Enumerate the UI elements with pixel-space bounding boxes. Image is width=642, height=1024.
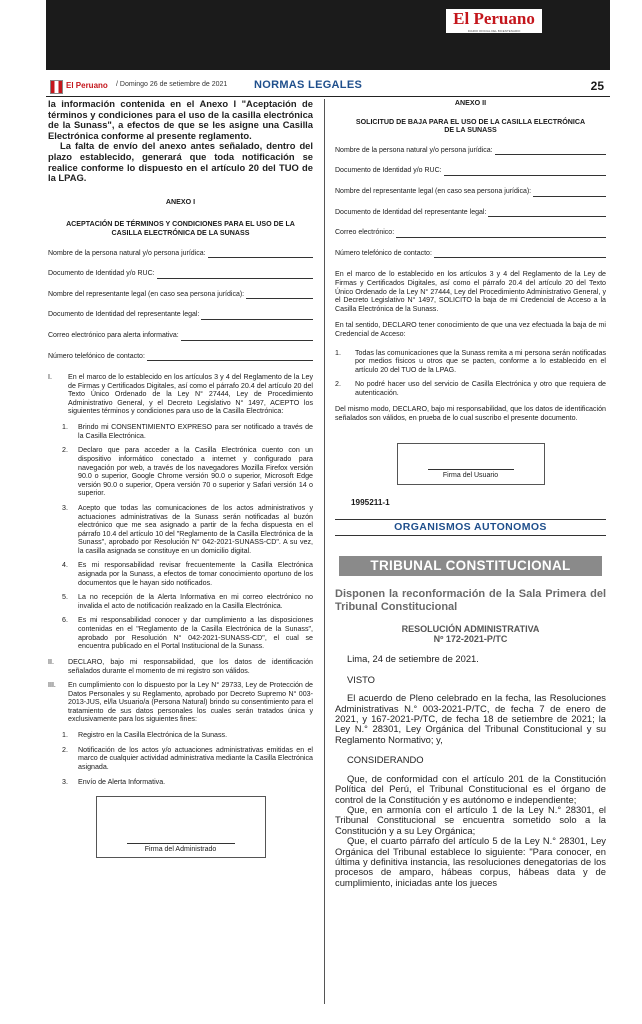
list-item: 1. Registro en la Casilla Electrónica de la Sunass. [62,731,228,740]
header-section: NORMAS LEGALES [254,79,363,91]
list-item: 5. La no recepción de la Alerta Informativa en mi correo electrónico no invalida el acto de notificación realizado en la Casilla Electrónica. [62,593,313,610]
list-item: 4. Es mi responsabilidad revisar frecuentemente la Casilla Electrónica asignada por la Sunass, a efectos de tomar conocimiento oportuno de los documentos que le hayan sido notificados. [62,561,313,587]
list-item: I. En el marco de lo establecido en los artículos 3 y 4 del Reglamento de la Ley de Firmas y Certificados Digitales, así como el párrafo 20.4 del artículo 20 del Texto Único Ordenado de la Ley N° 27444, Ley de Procedimiento Administrativo General, y el Decreto Legislativo N° 1497, ACEPTO los siguientes términos y condiciones para uso de la Casilla Electrónica: [48,373,313,416]
blank-line [157,271,313,279]
list-item: 1. Brindo mi CONSENTIMIENTO EXPRESO para ser notificado a través de la Casilla Electrónica. [62,423,313,440]
resolution-title: RESOLUCIÓN ADMINISTRATIVA [401,624,540,635]
article-body [335,654,606,888]
header-date: / Domingo 26 de setiembre de 2021 [116,81,228,88]
signature-box [96,796,266,858]
page-number: 25 [590,79,604,93]
form-field: Correo electrónico: [335,229,606,238]
page-header [46,78,610,97]
logo-tagline: DIARIO OFICIAL DEL BICENTENARIO [467,29,521,33]
blank-line [208,250,313,258]
annex-subtitle: SOLICITUD DE BAJA PARA EL USO DE LA CASILLA ELECTRÓNICA DE LA SUNASS [355,117,586,135]
annex-title: ANEXO I [165,197,196,206]
form-field: Documento de Identidad del representante legal: [335,209,606,218]
terms-list [48,658,313,724]
blank-line [488,209,606,217]
form-fields [335,147,606,259]
list-item: 6. Es mi responsabilidad conocer y dar cumplimiento a las disposiciones contenidas en el "Reglamento de la Casilla Electrónica de la Sunass", aprobado por Resolución N° 042-2021-SUNASS-CD", el cual se encuentra publicado en el Portal Institucional de la Sunass. [62,616,313,651]
list-item: 3. Acepto que todas las comunicaciones de los actos administrativos y actuaciones administrativas de la Sunass serán notificadas al buzón electrónico que me sea asignado a partir de la fecha dispuesta en el párrafo 10.4 del artículo 10 del "Reglamento de la Casilla Electrónica de la Sunass", aprobado por Resolución N° 042-2021-SUNASS-CD". A su vez, la casilla asignada se constituye en un domicilio digital. [62,503,313,555]
blank-line [201,312,313,320]
form-field: Nombre de la persona natural y/o persona jurídica: [48,250,313,259]
form-field: Documento de Identidad del representante legal: [48,311,313,320]
blank-line [434,250,606,258]
intro-paragraph: la información contenida en el Anexo I "Aceptación de términos y condiciones para el uso de la casilla electrónica de la Sunass", a efectos de que se les asigne una Casilla Electrónica conforme al presente reglamento. [48,98,313,141]
list-item: 2. No podré hacer uso del servicio de Casilla Electrónica y otro que requiera de autenticación. [335,380,606,397]
form-field: Nombre del representante legal (en caso sea persona jurídica): [335,188,606,197]
list-item: 2. Declaro que para acceder a la Casilla Electrónica cuento con un dispositivo informático conectado a internet y configurado para navegación por web, a través de los navegadores Mozilla Firefox versión 90.0 o superior, Google Chrome versión 90.0 o superior, Microsoft Edge versión 90.0 o superior, Opera versión 70 o superior y Safari versión 14 o superior. [62,446,313,498]
newspaper-logo [446,9,542,33]
blank-line [147,353,313,361]
form-field: Número telefónico de contacto: [335,250,606,259]
body-paragraph: El acuerdo de Pleno celebrado en la fecha, las Resoluciones Administrativas N.° 003-2021-P/TC, de fecha 7 de enero de 2021, y 167-2021-P/TC, de fecha 18 de setiembre de 2021; la Ley N.° 28301, Ley Orgánica del Tribunal Constitucional y su Reglamento Normativo; y, [335,692,606,745]
annex-subtitle: ACEPTACIÓN DE TÉRMINOS Y CONDICIONES PARA EL USO DE LA CASILLA ELECTRÓNICA DE LA SUNASS [66,220,295,237]
terms-sublist [48,423,313,651]
right-column [335,99,606,888]
article-headline: Disponen la reconformación de la Sala Primera del Tribunal Constitucional [335,588,606,614]
column-divider [324,99,325,1004]
body-paragraph: Del mismo modo, DECLARO, bajo mi responsabilidad, que los datos de identificación señalados son válidos, en prueba de lo cual suscribo el presente documento. [335,405,606,423]
masthead-band [46,0,610,70]
section-heading: CONSIDERANDO [347,754,424,766]
list-item: 2. Notificación de los actos y/o actuaciones administrativas emitidas en el marco de cualquier actividad administrativa mediante la Casilla Electrónica asignada. [62,745,313,771]
intro-paragraph: La falta de envío del anexo antes señalado, dentro del plazo establecido, generará que toda notificación se realice conforme lo dispuesto en el artículo 20 del TUO de la LPAG. [48,140,313,184]
resolution-number: Nº 172-2021-P/TC [433,634,508,645]
blank-line [533,189,606,197]
blank-line [246,291,313,299]
body-paragraph: En tal sentido, DECLARO tener conocimiento de que una vez efectuada la baja de mi Credencial de Acceso: [335,321,606,338]
form-field: Nombre del representante legal (en caso sea persona jurídica): [48,291,313,300]
form-field: Documento de Identidad y/o RUC: [48,270,313,279]
coat-of-arms-icon [50,80,63,94]
body-paragraph: En el marco de lo establecido en los artículos 3 y 4 del Reglamento de la Ley de Firmas y Certificados Digitales, así como el párrafo 20.4 del artículo 20 del Texto Único Ordenado de la Ley N° 27444, Ley del Procedimiento Administrativo General, y el Decreto Legislativo N° 1497, SOLICITO la baja de mi Credencial de Acceso a la Casilla Electrónica de la Sunass. [335,270,606,313]
section-banner: ORGANISMOS AUTONOMOS [335,519,606,536]
signature-box [397,443,545,485]
list-item: 3. Envío de Alerta Informativa. [62,777,166,786]
form-field: Correo electrónico para alerta informativa: [48,332,313,341]
body-paragraph: Que, en armonía con el artículo 1 de la Ley N.° 28301, el Tribunal Constitucional se encuentra sometido solo a la Constitución y a su Ley Orgánica; [335,803,606,836]
signature-caption: Firma del Usuario [428,469,514,481]
date-line: Lima, 24 de setiembre de 2021. [347,653,479,665]
section-heading: VISTO [347,673,375,685]
declaration-list [335,349,606,398]
blank-line [495,147,606,155]
form-field: Nombre de la persona natural y/o persona jurídica: [335,147,606,156]
header-publication: El Peruano [66,81,108,90]
newspaper-page [46,0,610,1012]
blank-line [396,230,606,238]
signature-caption: Firma del Administrado [127,843,235,855]
institution-banner: TRIBUNAL CONSTITUCIONAL [339,556,602,577]
list-item: 1. Todas las comunicaciones que la Sunass remita a mi persona serán notificadas por medios físicos u otros que se pacten, conforme a lo establecido en el artículo 20 del TUO de la LPAG. [335,348,606,374]
document-code: 1995211-1 [351,497,390,507]
blank-line [444,168,606,176]
blank-line [181,333,313,341]
form-field: Documento de Identidad y/o RUC: [335,167,606,176]
annex-title: ANEXO II [454,99,487,107]
form-field: Número telefónico de contacto: [48,353,313,362]
purposes-list [48,731,313,786]
form-fields [48,250,313,362]
list-item: II. DECLARO, bajo mi responsabilidad, que los datos de identificación señalados durante el momento de mi registro son válidos. [48,657,313,675]
body-paragraph: Que, el cuarto párrafo del artículo 5 de la Ley N.° 28301, Ley Orgánica del Tribunal establece lo siguiente: "Para conocer, en última y definitiva instancia, las resoluciones denegatorias de los procesos de amparo, hábeas corpus, hábeas data y de cumplimiento, iniciadas ante los jueces [335,835,606,888]
terms-list [48,373,313,416]
body-paragraph: Que, de conformidad con el artículo 201 de la Constitución Política del Perú, el Tribunal Constitucional es el órgano de control de la Constitución y es autónomo e independiente; [335,772,606,805]
left-column [48,99,313,858]
logo-text: El Peruano [453,9,535,28]
list-item: III. En cumplimiento con lo dispuesto por la Ley N° 29733, Ley de Protección de Datos Personales y su Reglamento, aprobado por Decreto Supremo N° 003-2013-JUS, el/la Usuario/a (Persona Natural) brindo su consentimiento para el tratamiento de sus datos personales los cuales serán tratados única y exclusivamente para los siguientes fines: [48,681,313,724]
